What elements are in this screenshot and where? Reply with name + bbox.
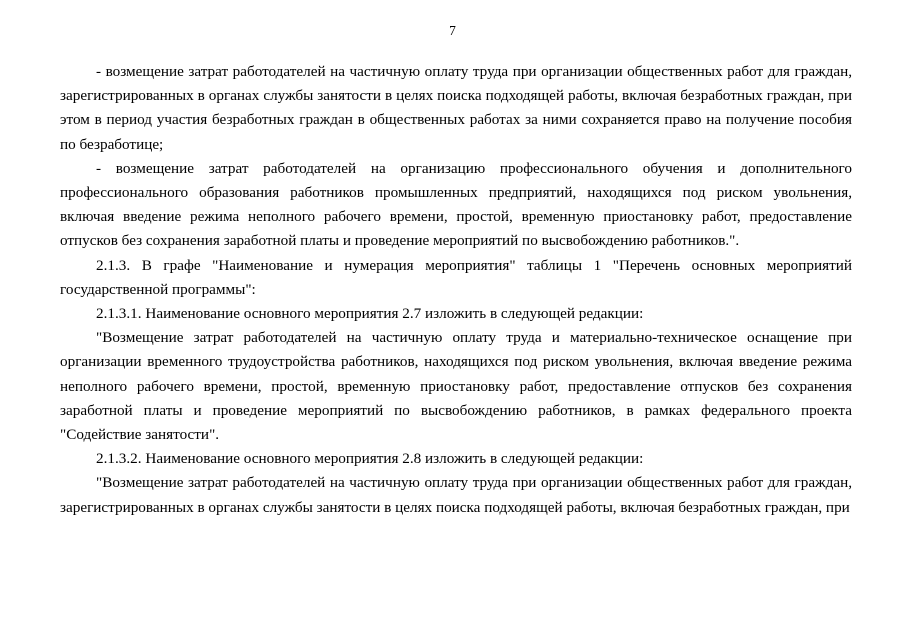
paragraph-measure-2-8-text: "Возмещение затрат работодателей на частичную оплату труда при организации общественных работ для граждан, зарегистрированных в органах службы занятости в целях поиска подходящей работы, включая безработных граждан, при xyxy=(60,474,852,516)
paragraph-section-2-1-3-2: 2.1.3.2. Наименование основного мероприятия 2.8 изложить в следующей редакции: xyxy=(96,450,644,468)
paragraph-section-2-1-3-1: 2.1.3.1. Наименование основного мероприятия 2.7 изложить в следующей редакции: xyxy=(96,305,644,323)
page-number: 7 xyxy=(449,23,456,38)
paragraph-measure-2-7-text: "Возмещение затрат работодателей на частичную оплату труда и материально-техническое оснащение при организации временного трудоустройства работников, находящихся под риском увольнения, включая введение режима неполного рабочего времени, простой, временную приостановку работ, предоставление отпусков без сохранения заработной платы и проведение мероприятий по высвобождению работников, в рамках федерального проекта "Содействие занятости". xyxy=(60,329,852,444)
paragraph-training-compensation: - возмещение затрат работодателей на организацию профессионального обучения и дополнительного профессионального образования работников промышленных предприятий, находящихся под риском увольнения, включая введение режима неполного рабочего времени, простой, временную приостановку работ, предоставление отпусков без сохранения заработной платы и проведение мероприятий по высвобождению работников.". xyxy=(60,159,852,250)
document-body xyxy=(60,60,852,520)
paragraph-section-2-1-3: 2.1.3. В графе "Наименование и нумерация мероприятия" таблицы 1 "Перечень основных мероприятий государственной программы": xyxy=(60,256,852,298)
paragraph-public-works-compensation: - возмещение затрат работодателей на частичную оплату труда при организации общественных работ для граждан, зарегистрированных в органах службы занятости в целях поиска подходящей работы, включая безработных граждан, при этом в период участия безработных граждан в общественных работах за ними сохраняется право на получение пособия по безработице; xyxy=(60,63,852,153)
